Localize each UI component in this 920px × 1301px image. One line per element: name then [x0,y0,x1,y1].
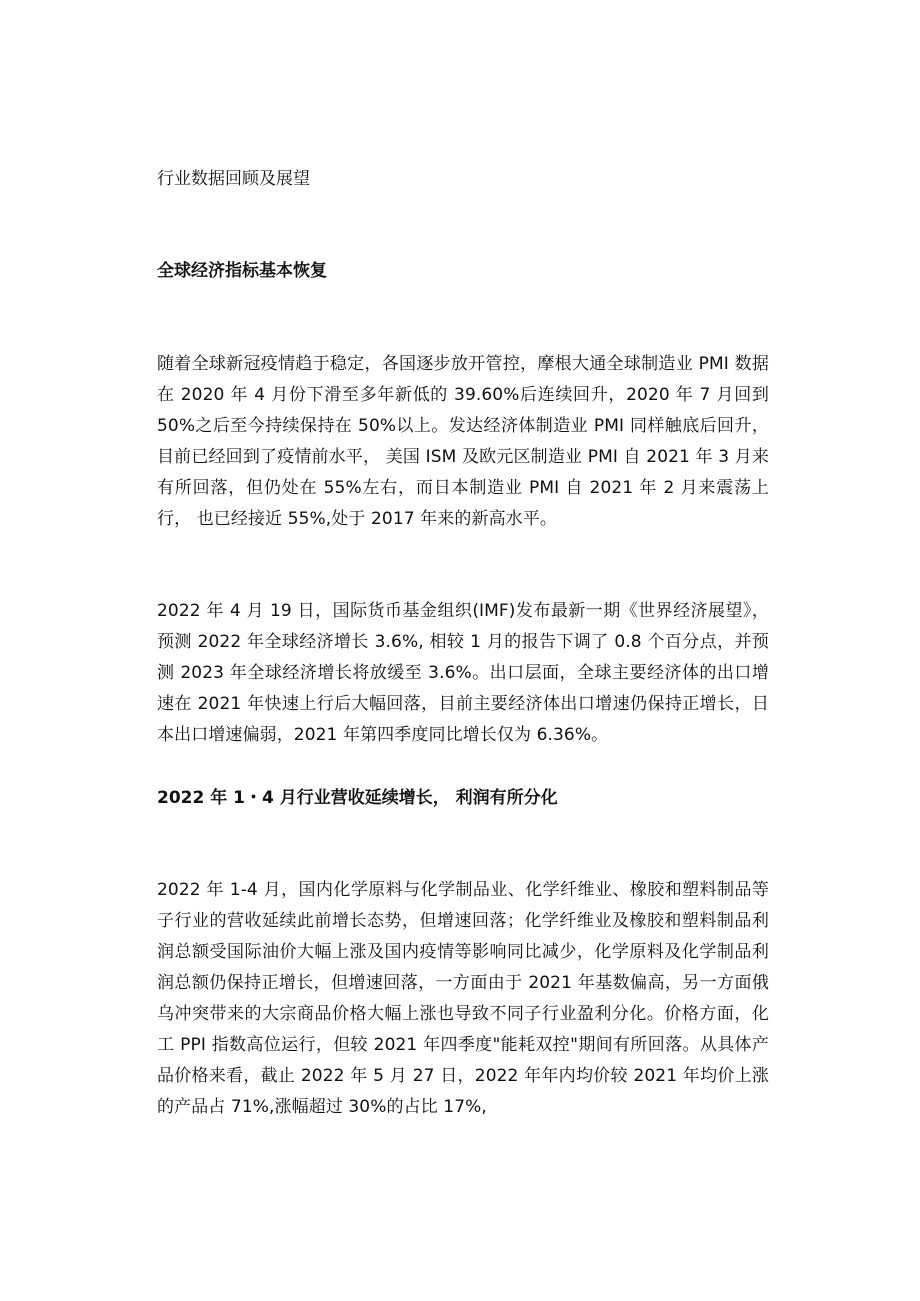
paragraph-industry-revenue: 2022 年 1-4 月，国内化学原料与化学制品业、化学纤维业、橡胶和塑料制品等子行业的营收延续此前增长态势，但增速回落；化学纤维业及橡胶和塑料制品利润总额受国际油价大幅上涨及国内疫情等影响同比减少，化学原料及化学制品利润总额仍保持正增长，但增速回落，一方面由于 2021 年基数偏高，另一方面俄乌冲突带来的大宗商品价格大幅上涨也导致不同子行业盈利分化。价格方面，化工 PPI 指数高位运行，但较 2021 年四季度"能耗双控"期间有所回落。从具体产品价格来看，截止 2022 年 5 月 27 日，2022 年年内均价较 2021 年均价上涨的产品占 71%,涨幅超过 30%的占比 17%, [157,880,769,1117]
paragraph-pmi-recovery: 随着全球新冠疫情趋于稳定，各国逐步放开管控，摩根大通全球制造业 PMI 数据在 2020 年 4 月份下滑至多年新低的 39.60%后连续回升，2020 年 7 月回到 50%之后至今持续保持在 50%以上。发达经济体制造业 PMI 同样触底后回升，目前已经回到了疫情前水平， 美国 ISM 及欧元区制造业 PMI 自 2021 年 3 月来有所回落，但仍处在 55%左右，而日本制造业 PMI 自 2021 年 2 月来震荡上行， 也已经接近 55%,处于 2017 年来的新高水平。 [157,354,769,529]
document-title: 行业数据回顾及展望 [157,169,310,189]
section-heading-industry-revenue: 2022 年 1・4 月行业营收延续增长， 利润有所分化 [157,788,558,808]
paragraph-imf-outlook: 2022 年 4 月 19 日，国际货币基金组织(IMF)发布最新一期《世界经济展望》， 预测 2022 年全球经济增长 3.6%, 相较 1 月的报告下调了 0.8 个百分点，并预测 2023 年全球经济增长将放缓至 3.6%。出口层面，全球主要经济体的出口增速在 2021 年快速上行后大幅回落，目前主要经济体出口增速仍保持正增长，日本出口增速偏弱，2021 年第四季度同比增长仅为 6.36%。 [157,601,769,745]
section-heading-global-economy: 全球经济指标基本恢复 [157,261,327,281]
